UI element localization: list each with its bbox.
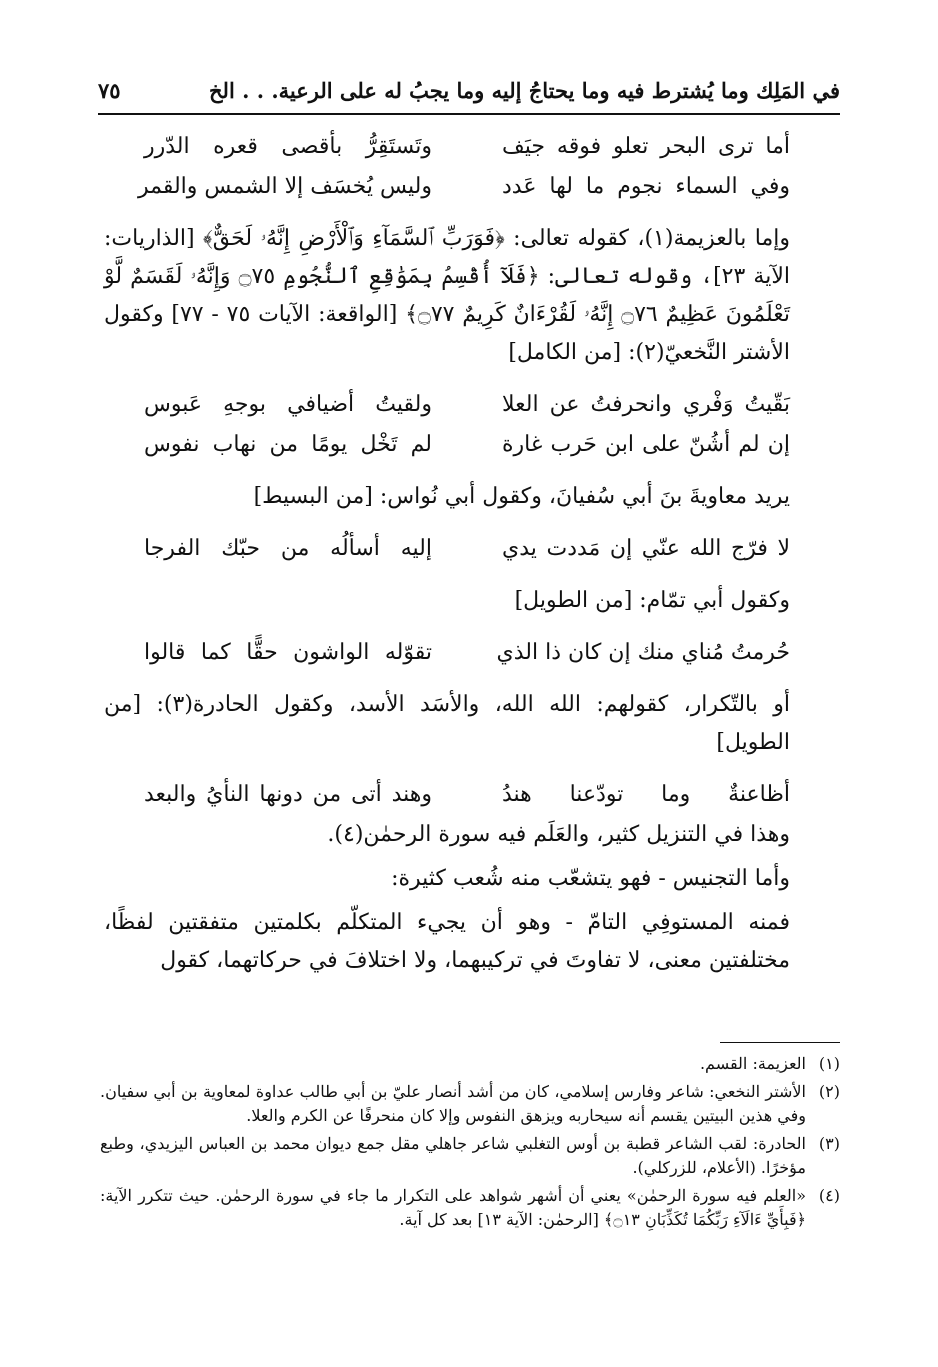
paragraph: يريد معاويةَ بنَ أبي سُفيانَ، وكقول أبي نُواس: [من البسيط] [253,484,790,509]
verse-line [104,776,790,814]
verse-second-hemistich: وهند أتى من دونها النأيُ والبعد [144,782,432,807]
main-text [104,126,790,980]
footnote-text: «العلم فيه سورة الرحمٰن» يعني أن أشهر شواهد على التكرار ما جاء في سورة الرحمٰن. حيث تتكرر الآية: ﴿فَبِأَيِّ ءَالَآءِ رَبِّكُمَا تُكَذِّبَانِ ۝١٣﴾ [الرحمٰن: الآية ١٣] بعد كل آية. [100,1186,806,1229]
running-title: في المَلِك وما يُشترط فيه وما يحتاجُ إليه وما يجبُ له على الرعية. . . الخ [208,77,840,103]
footnote-text: العزيمة: القسم. [699,1054,806,1073]
verse-second-hemistich: وتَستَقِرُّ بأقصى قعره الدّرر [144,134,432,159]
paragraph: وكقول أبي تمّام: [من الطويل] [514,588,790,613]
verse-first-hemistich: حُرمتُ مُناي منك إن كان ذا الذي [496,640,790,665]
running-header [98,72,840,108]
verse-first-hemistich: أظاعنةٌ وما تودّعنا هندُ [502,782,790,807]
verse-first-hemistich: إن لم أشُنّ على ابن حَرب غارة [502,432,790,457]
verse-first-hemistich: أما ترى البحر تعلو فوقه جيَف [502,134,790,159]
footnote [100,1052,840,1076]
verse-second-hemistich: ولقيتُ أضيافي بوجهِ عَبوس [144,392,432,417]
footnote-text: الحادرة: لقب الشاعر قطبة بن أوس التغلبي شاعر جاهلي مقل جمع ديوان محمد بن العباس اليزيدي، وطبع مؤخرًا. (الأعلام، للزركلي). [100,1134,806,1177]
paragraph: وأما التجنيس - فهو يتشعّب منه شُعب كثيرة: [391,866,790,891]
verse-second-hemistich: تقوّله الواشون حقًّا كما قالوا [144,640,432,665]
verse-line [104,530,790,568]
verse-line [104,386,790,424]
paragraph: وإما بالعزيمة(١)، كقوله تعالى: ﴿فَوَرَبِّ ٱلسَّمَآءِ وَٱلْأَرْضِ إِنَّهُۥ لَحَقٌّ﴾ [الذاريات: الآية ٢٣]، وقوله تعالى: ﴿فَلَآ أُقْسِمُ بِمَوَٰقِعِ ٱلنُّجُومِ ۝٧٥ وَإِنَّهُۥ لَقَسَمٌ لَّوْ تَعْلَمُونَ عَظِيمٌ ۝٧٦ إِنَّهُۥ لَقُرْءَانٌ كَرِيمٌ ۝٧٧﴾ [الواقعة: الآيات ٧٥ - ٧٧] وكقول الأشتر النَّخعيّ(٢): [من الكامل] [104,226,791,365]
header-divider [98,113,840,115]
footnote-number: (٣) [818,1134,840,1153]
verse-first-hemistich: وفي السماء نجوم ما لها عَدد [502,174,790,199]
footnote [100,1080,840,1128]
verse-line [104,128,790,166]
footnote-divider [720,1042,840,1043]
verse-line [104,426,790,464]
verse-line [104,168,790,206]
footnote [100,1184,840,1232]
footnote-text: الأشتر النخعي: شاعر وفارس إسلامي، كان من أشد أنصار عليّ بن أبي طالب عداوة لمعاوية بن أبي سفيان. وفي هذين البيتين يقسم أنه سيحاربه ويزهق النفوس وإلا كان منحرفًا عن الكرم والعلا. [100,1082,806,1125]
paragraph: وهذا في التنزيل كثير، والعَلَم فيه سورة الرحمٰن(٤). [327,822,790,847]
verse-second-hemistich: لم تَخْل يومًا من نهاب نفوس [144,432,432,457]
paragraph: فمنه المستوفِي التامّ - وهو أن يجيء المتكلّم بكلمتين متفقتين لفظًا، مختلفتين معنى، لا تفاوتَ في تركيبهما، ولا اختلافَ في حركاتهما، كقول [104,910,790,973]
verse-line [104,634,790,672]
footnote-number: (٢) [818,1082,840,1101]
footnotes [100,1052,840,1236]
footnote [100,1132,840,1180]
verse-second-hemistich: وليس يُخسَف إلا الشمس والقمر [137,174,432,199]
paragraph: أو بالتّكرار، كقولهم: الله الله، والأسَد الأسد، وكقول الحادرة(٣): [من الطويل] [104,692,790,755]
verse-second-hemistich: إليه أسألُه من حبّك الفرجا [144,536,432,561]
verse-first-hemistich: لا فرّج الله عنّي إن مَددت يدي [502,536,790,561]
footnote-number: (٤) [818,1186,840,1205]
verse-first-hemistich: بَقّيتُ وَفْري وانحرفتُ عن العلا [502,392,790,417]
page-number: ٧٥ [98,77,121,103]
footnote-number: (١) [818,1054,840,1073]
